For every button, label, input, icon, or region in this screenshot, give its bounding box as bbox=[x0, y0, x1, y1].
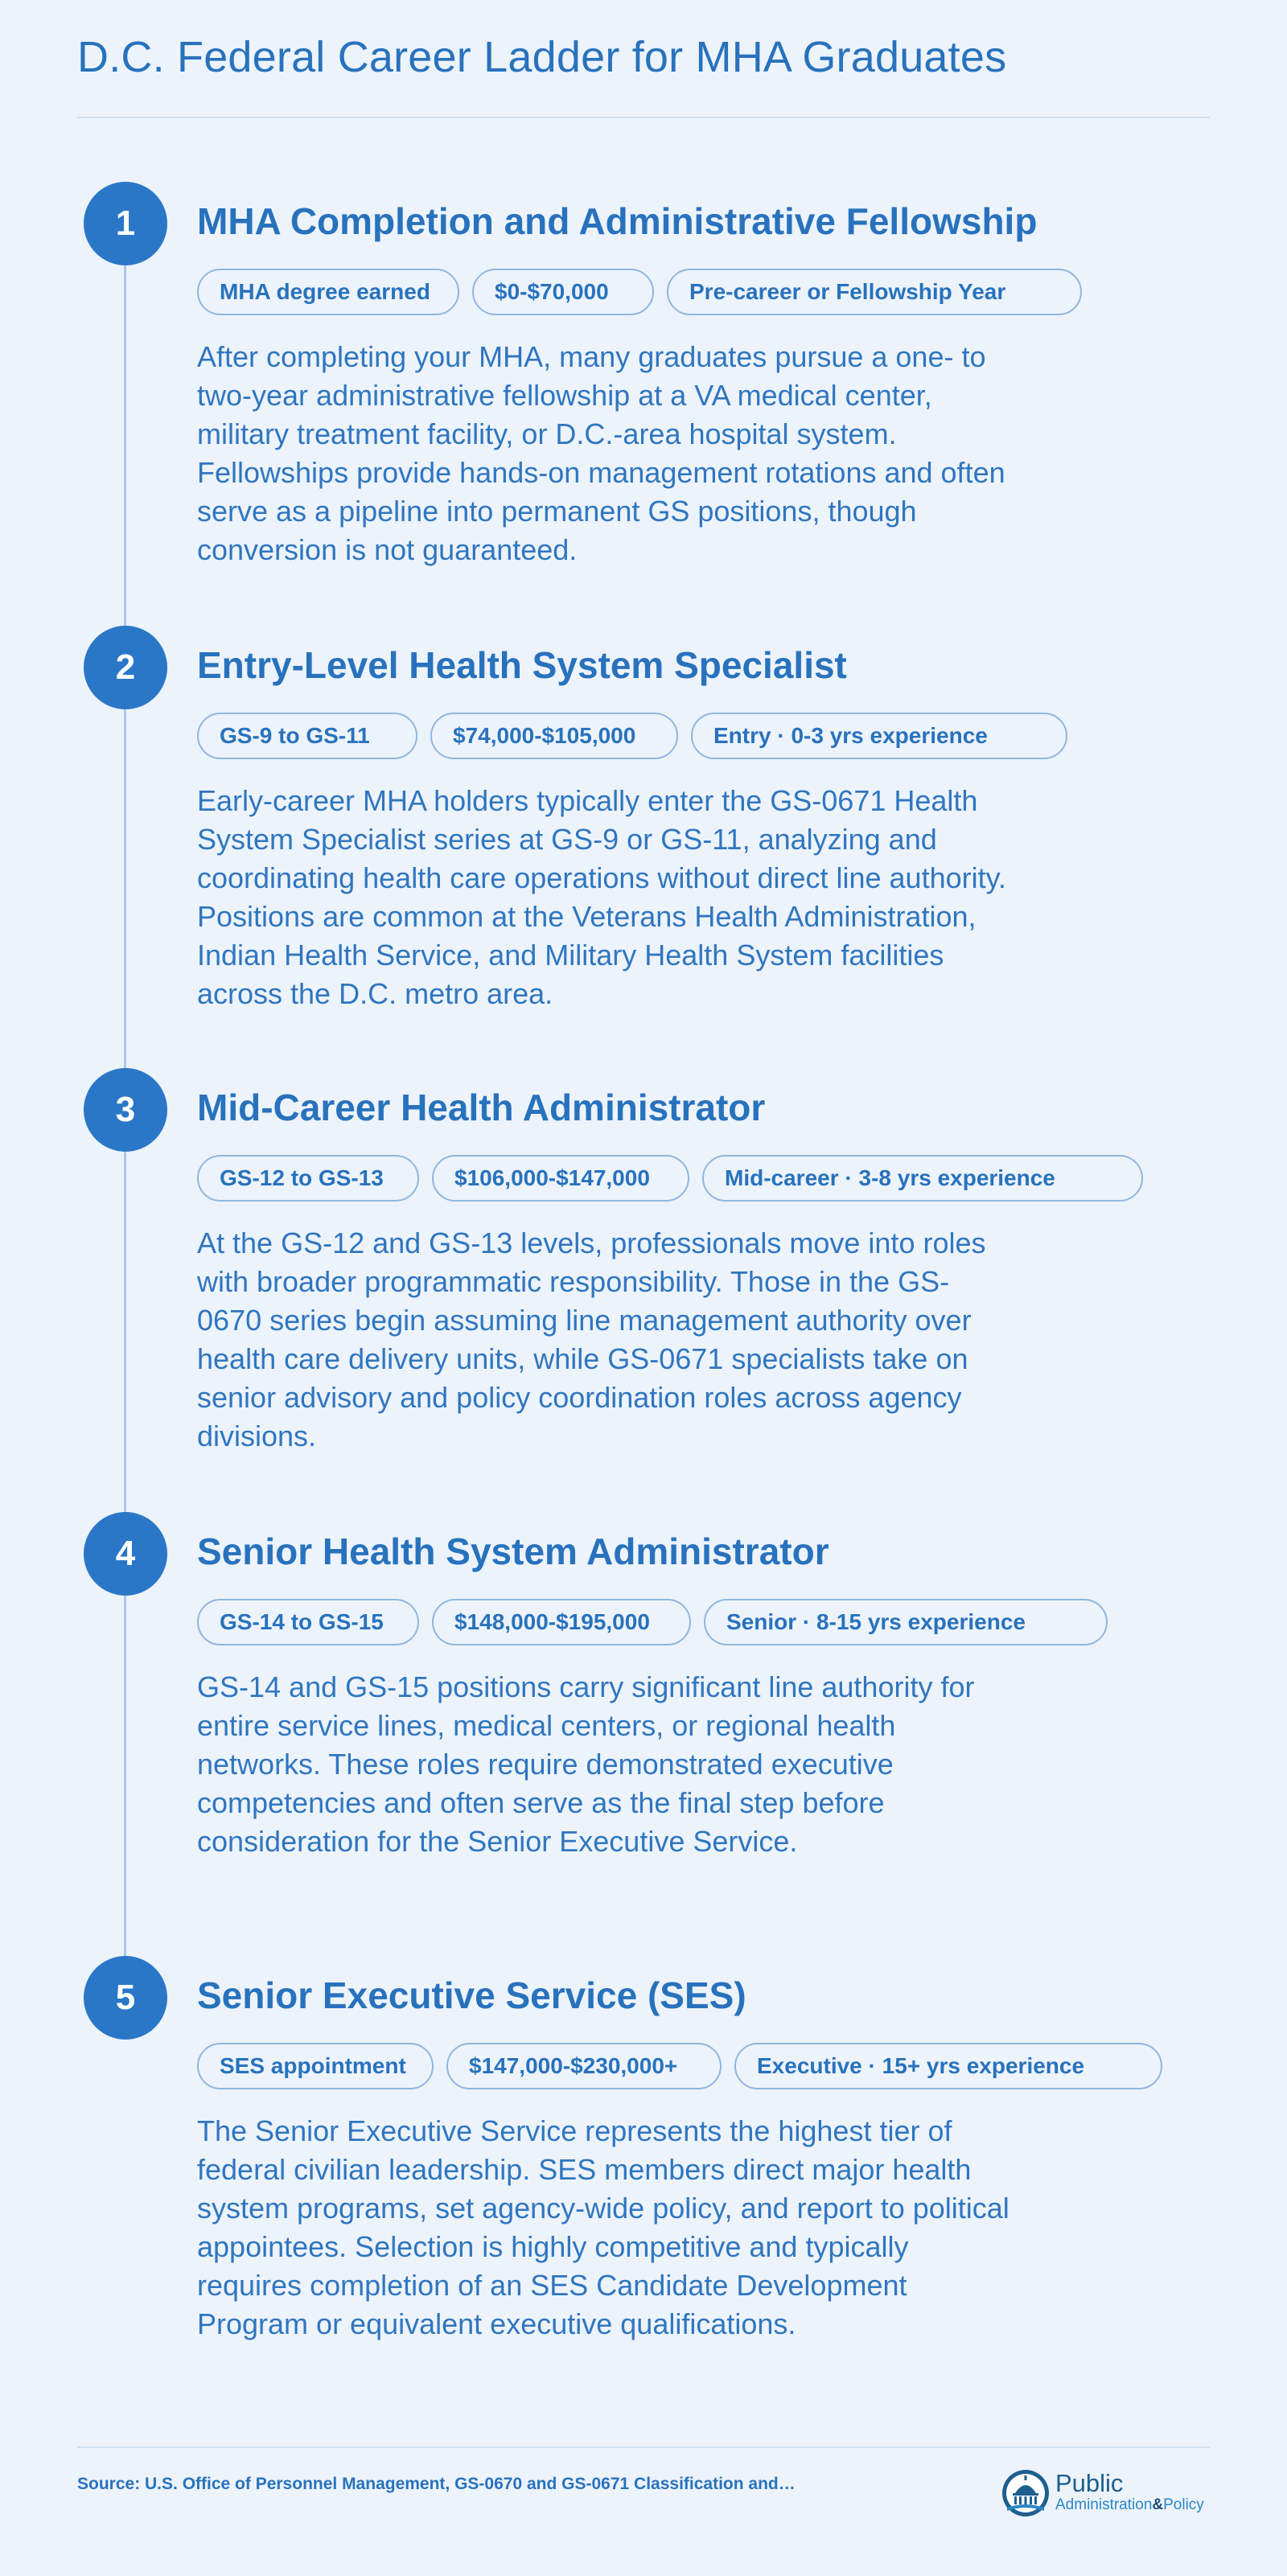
step-description: After completing your MHA, many graduates pursue a one- to two-year administrative fellowship at a VA medical center, military treatment facility, or D.C.-area hospital system. Fellowships provide hands-on management rotations and often serve as a pipeline into permanent GS positions, though conversion is not guaranteed. bbox=[197, 340, 1005, 566]
experience-tag: Senior · 8-15 yrs experience bbox=[704, 1599, 1108, 1645]
career-step-2 bbox=[0, 626, 1287, 1060]
career-step-3 bbox=[0, 1068, 1287, 1502]
step-tags bbox=[197, 269, 1082, 315]
step-tags bbox=[197, 1599, 1108, 1645]
salary-tag: $106,000-$147,000 bbox=[432, 1155, 689, 1202]
step-description: Early-career MHA holders typically enter the GS-0671 Health System Specialist series at GS-9 or GS-11, analyzing and coordinating health care operations without direct line authority. Positions are common at the Veterans Health Administration, Indian Health Service, and Military Health System facilities across the D.C. metro area. bbox=[197, 784, 1006, 1010]
career-step-4 bbox=[0, 1512, 1287, 1946]
step-title: Senior Executive Service (SES) bbox=[197, 1974, 746, 2016]
experience-tag: Executive · 15+ yrs experience bbox=[734, 2043, 1162, 2089]
step-title: MHA Completion and Administrative Fellowship bbox=[197, 200, 1038, 242]
title-divider bbox=[77, 117, 1210, 118]
grade-tag: GS-14 to GS-15 bbox=[197, 1599, 419, 1645]
logo-subtitle-left: Administration bbox=[1055, 2496, 1153, 2513]
experience-tag: Pre-career or Fellowship Year bbox=[667, 269, 1082, 315]
career-step-1 bbox=[0, 182, 1287, 616]
step-description: At the GS-12 and GS-13 levels, professionals move into roles with broader programmatic responsibility. Those in the GS-0670 series begin assuming line management authority over health care delivery units, while GS-0671 specialists take on senior advisory and policy coordination roles across agency divisions. bbox=[197, 1226, 986, 1452]
salary-tag: $0-$70,000 bbox=[472, 269, 654, 315]
grade-tag: GS-9 to GS-11 bbox=[197, 713, 417, 759]
step-tags bbox=[197, 713, 1067, 759]
step-title: Mid-Career Health Administrator bbox=[197, 1087, 766, 1128]
step-tags bbox=[197, 1155, 1143, 1202]
salary-tag: $148,000-$195,000 bbox=[432, 1599, 691, 1645]
salary-tag: $74,000-$105,000 bbox=[430, 713, 678, 759]
page-title: D.C. Federal Career Ladder for MHA Graduates bbox=[77, 33, 1007, 81]
logo-subtitle-right: Policy bbox=[1163, 2496, 1204, 2513]
credential-tag: MHA degree earned bbox=[197, 269, 459, 315]
step-tags bbox=[197, 2043, 1162, 2089]
step-number-badge: 1 bbox=[84, 182, 167, 265]
logo-ampersand: & bbox=[1152, 2496, 1164, 2513]
step-number-badge: 5 bbox=[84, 1956, 167, 2040]
logo-subtitle bbox=[1055, 2496, 1204, 2514]
step-title: Entry-Level Health System Specialist bbox=[197, 644, 847, 686]
step-number-badge: 2 bbox=[84, 626, 167, 709]
step-number-badge: 3 bbox=[84, 1068, 167, 1152]
step-description: GS-14 and GS-15 positions carry significant line authority for entire service lines, medical centers, or regional health networks. These roles require demonstrated executive competencies and often serve as the final step before consideration for the Senior Executive Service. bbox=[197, 1670, 975, 1858]
salary-tag: $147,000-$230,000+ bbox=[446, 2043, 722, 2089]
step-number-badge: 4 bbox=[84, 1512, 167, 1596]
publisher-logo bbox=[1001, 2467, 1214, 2519]
capitol-dome-icon bbox=[1001, 2467, 1051, 2519]
experience-tag: Mid-career · 3-8 yrs experience bbox=[702, 1155, 1143, 1202]
grade-tag: GS-12 to GS-13 bbox=[197, 1155, 419, 1202]
appointment-tag: SES appointment bbox=[197, 2043, 434, 2089]
source-citation: Source: U.S. Office of Personnel Management, GS-0670 and GS-0671 Classification and… bbox=[77, 2475, 796, 2493]
step-description: The Senior Executive Service represents the highest tier of federal civilian leadership. SES members direct major health system programs, set agency-wide policy, and report to political appointees. Selection is highly competitive and typically requires completion of an SES Candidate Development Program or equivalent executive qualifications. bbox=[197, 2114, 1009, 2340]
career-step-5 bbox=[0, 1956, 1287, 2390]
experience-tag: Entry · 0-3 yrs experience bbox=[691, 713, 1067, 759]
step-title: Senior Health System Administrator bbox=[197, 1530, 829, 1572]
footer-divider bbox=[77, 2447, 1210, 2448]
logo-wordmark: Public bbox=[1055, 2469, 1124, 2497]
